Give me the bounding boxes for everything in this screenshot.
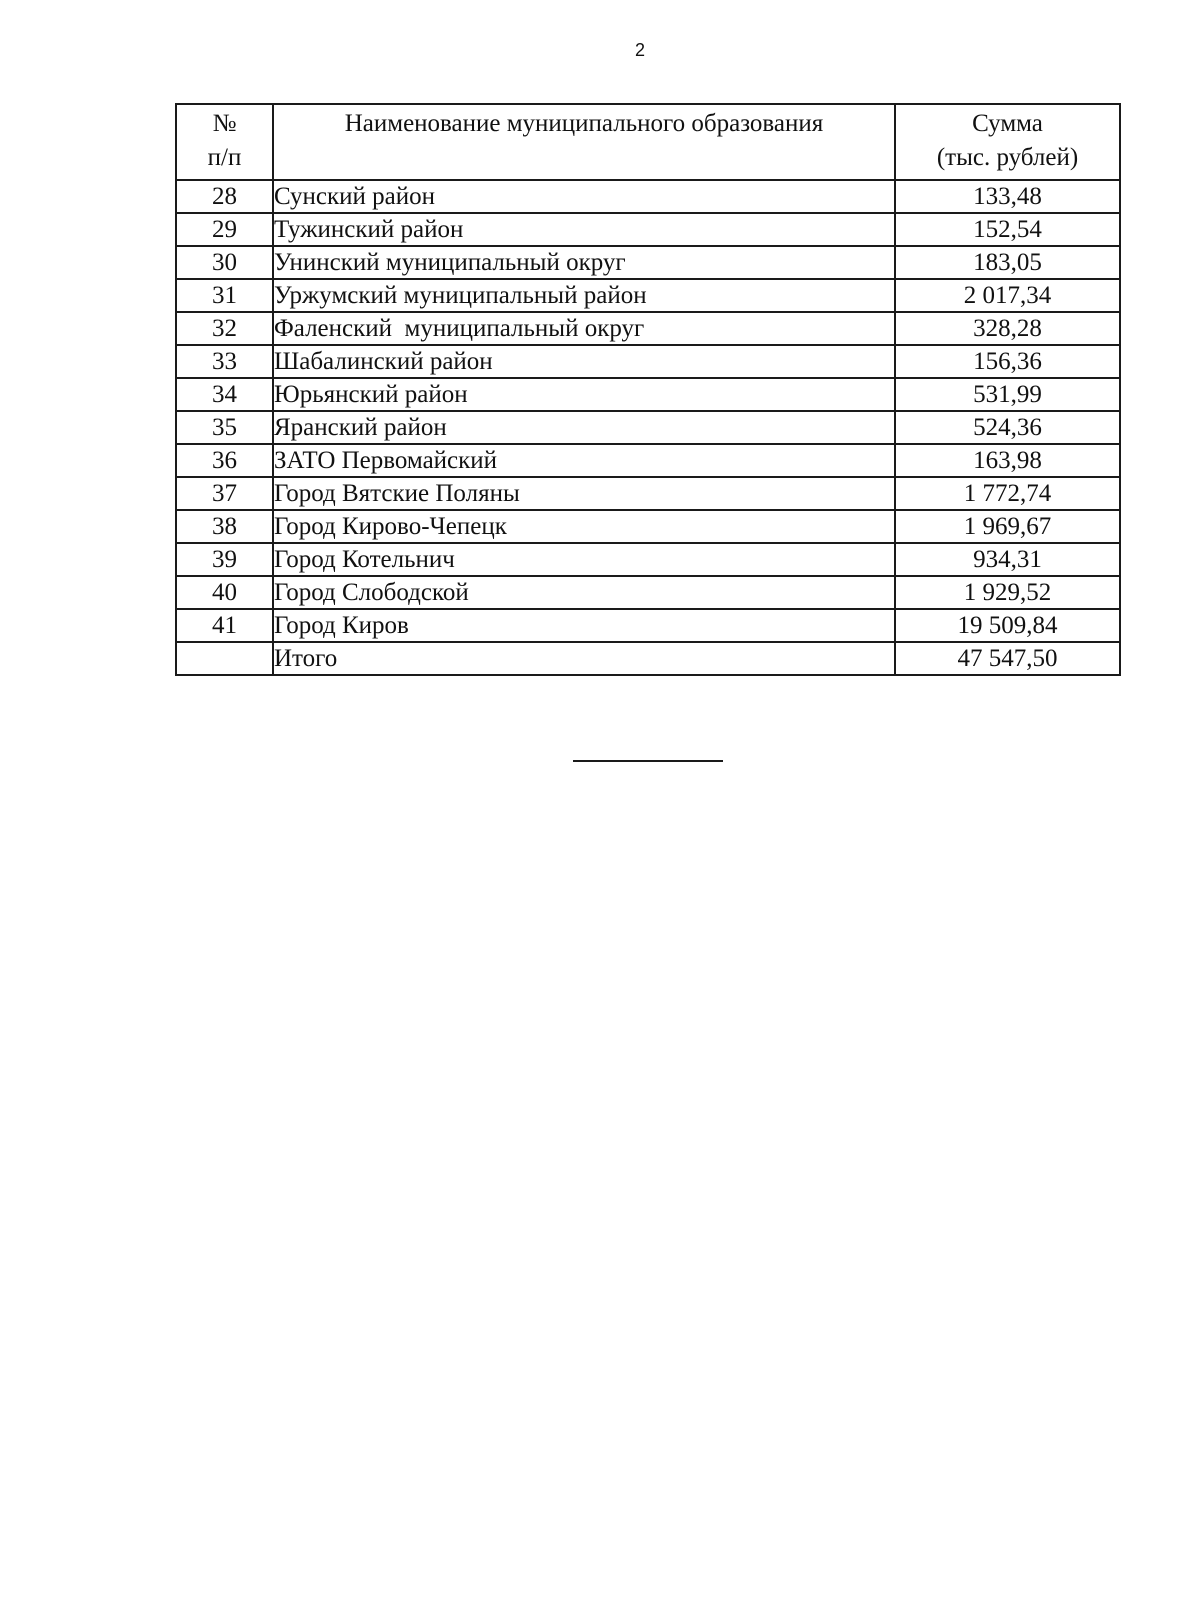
table-row bbox=[176, 576, 1120, 609]
table-row bbox=[176, 543, 1120, 576]
cell-number: 31 bbox=[176, 279, 273, 312]
cell-name: Унинский муниципальный округ bbox=[273, 246, 895, 279]
header-number-sign: № bbox=[212, 110, 237, 137]
header-sum-unit: (тыс. рублей) bbox=[936, 144, 1079, 171]
cell-sum: 163,98 bbox=[895, 444, 1120, 477]
cell-number: 29 bbox=[176, 213, 273, 246]
municipal-sums-table bbox=[175, 103, 1121, 676]
cell-name: Город Киров bbox=[273, 609, 895, 642]
cell-sum: 1 929,52 bbox=[895, 576, 1120, 609]
table-row bbox=[176, 510, 1120, 543]
cell-name: Фаленский муниципальный округ bbox=[273, 312, 895, 345]
cell-sum: 1 969,67 bbox=[895, 510, 1120, 543]
cell-number: 39 bbox=[176, 543, 273, 576]
cell-sum: 183,05 bbox=[895, 246, 1120, 279]
cell-number: 34 bbox=[176, 378, 273, 411]
table-row bbox=[176, 213, 1120, 246]
table-row bbox=[176, 246, 1120, 279]
cell-name: Яранский район bbox=[273, 411, 895, 444]
table-row bbox=[176, 180, 1120, 213]
table-row bbox=[176, 378, 1120, 411]
cell-sum: 19 509,84 bbox=[895, 609, 1120, 642]
cell-name: Итого bbox=[273, 642, 895, 675]
cell-name: Город Кирово-Чепецк bbox=[273, 510, 895, 543]
cell-sum: 47 547,50 bbox=[895, 642, 1120, 675]
cell-sum: 133,48 bbox=[895, 180, 1120, 213]
cell-name: Город Вятские Поляны bbox=[273, 477, 895, 510]
end-of-document-rule bbox=[573, 760, 723, 762]
header-sum-label: Сумма bbox=[972, 110, 1043, 137]
cell-name: Город Котельнич bbox=[273, 543, 895, 576]
cell-number: 38 bbox=[176, 510, 273, 543]
header-sum bbox=[895, 104, 1120, 180]
table-row bbox=[176, 345, 1120, 378]
cell-sum: 2 017,34 bbox=[895, 279, 1120, 312]
cell-sum: 1 772,74 bbox=[895, 477, 1120, 510]
cell-sum: 328,28 bbox=[895, 312, 1120, 345]
header-number bbox=[176, 104, 273, 180]
cell-sum: 152,54 bbox=[895, 213, 1120, 246]
table-body bbox=[176, 180, 1120, 675]
table-header-row bbox=[176, 104, 1120, 180]
cell-number: 41 bbox=[176, 609, 273, 642]
cell-number: 37 bbox=[176, 477, 273, 510]
cell-number: 33 bbox=[176, 345, 273, 378]
cell-number: 40 bbox=[176, 576, 273, 609]
cell-number: 36 bbox=[176, 444, 273, 477]
table-row bbox=[176, 411, 1120, 444]
cell-number: 30 bbox=[176, 246, 273, 279]
cell-number: 35 bbox=[176, 411, 273, 444]
cell-name: Уржумский муниципальный район bbox=[273, 279, 895, 312]
cell-sum: 934,31 bbox=[895, 543, 1120, 576]
cell-name: Шабалинский район bbox=[273, 345, 895, 378]
header-name: Наименование муниципального образования bbox=[273, 104, 895, 180]
table-row bbox=[176, 477, 1120, 510]
table-row bbox=[176, 609, 1120, 642]
cell-name: Сунский район bbox=[273, 180, 895, 213]
cell-number: 28 bbox=[176, 180, 273, 213]
table-row bbox=[176, 279, 1120, 312]
table-row bbox=[176, 444, 1120, 477]
cell-name: Юрьянский район bbox=[273, 378, 895, 411]
cell-sum: 531,99 bbox=[895, 378, 1120, 411]
table-row bbox=[176, 312, 1120, 345]
cell-number: 32 bbox=[176, 312, 273, 345]
page-number: 2 bbox=[634, 40, 645, 60]
cell-name: Город Слободской bbox=[273, 576, 895, 609]
cell-name: Тужинский район bbox=[273, 213, 895, 246]
cell-number bbox=[176, 642, 273, 675]
cell-name: ЗАТО Первомайский bbox=[273, 444, 895, 477]
header-number-label: п/п bbox=[207, 144, 242, 171]
cell-sum: 524,36 bbox=[895, 411, 1120, 444]
cell-sum: 156,36 bbox=[895, 345, 1120, 378]
total-row bbox=[176, 642, 1120, 675]
